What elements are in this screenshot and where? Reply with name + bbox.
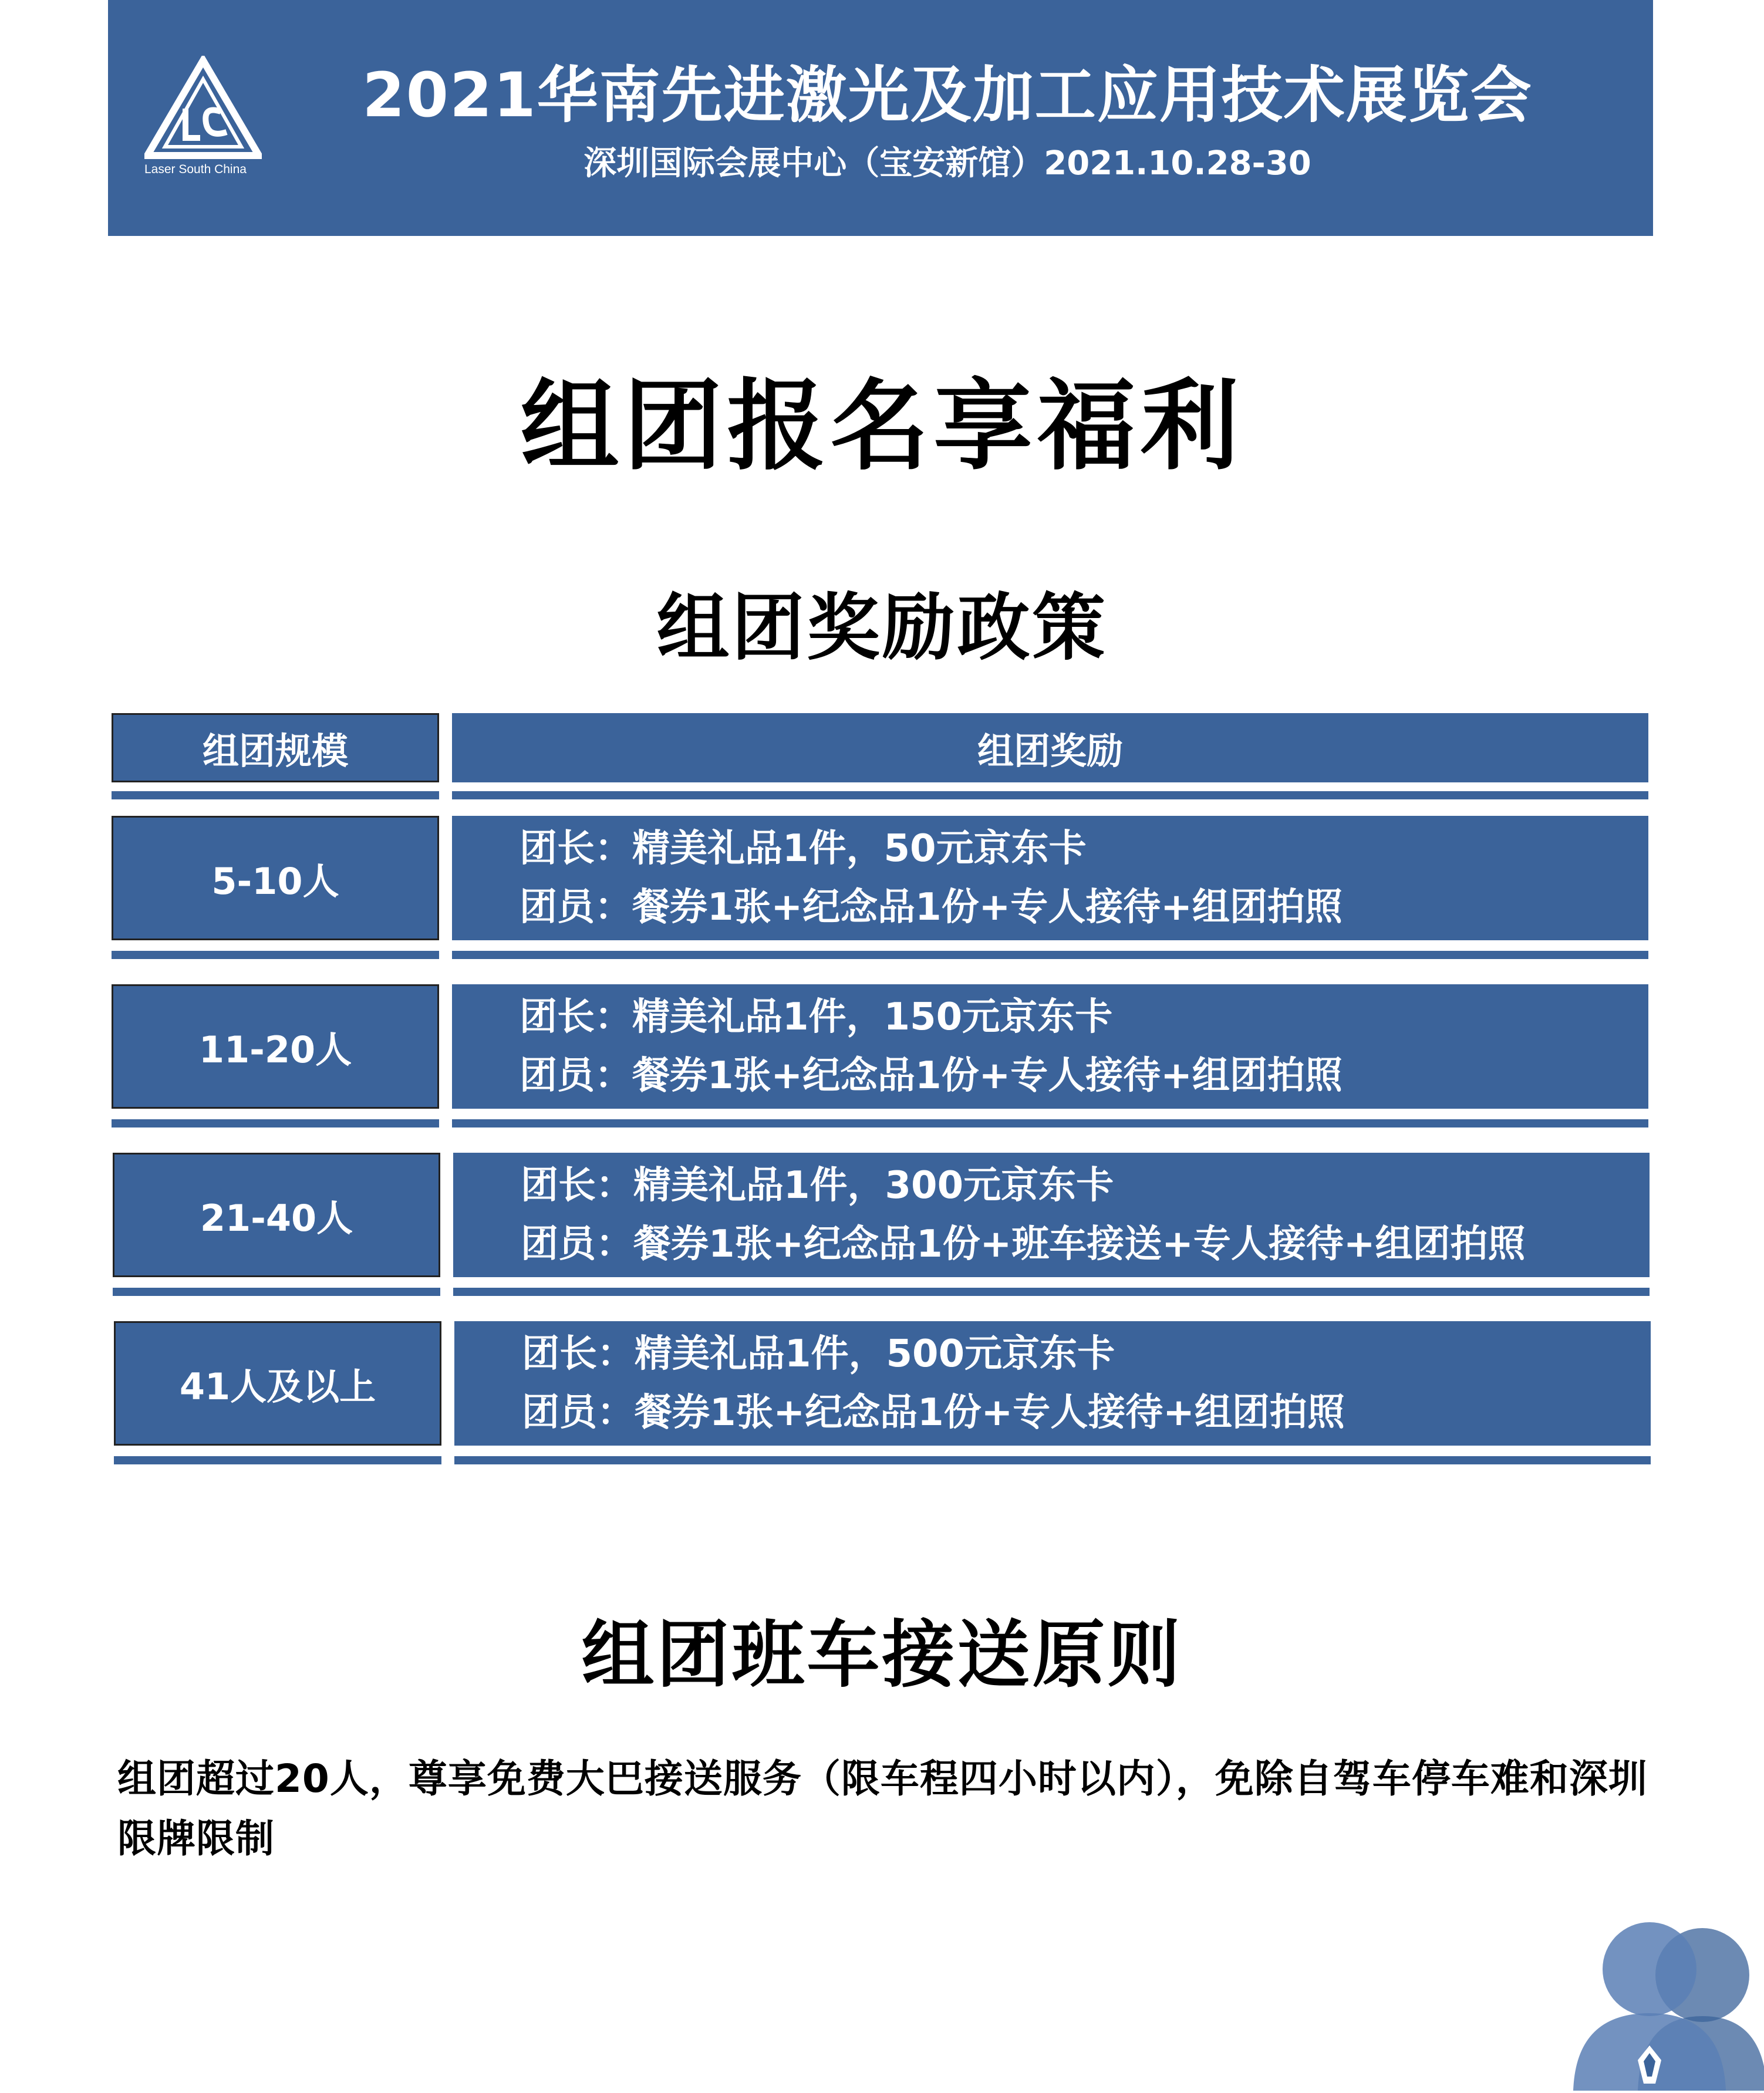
divider xyxy=(452,951,1648,959)
divider xyxy=(112,951,439,959)
table-row-scale xyxy=(112,816,439,940)
col-header-reward-label: 组团奖励 xyxy=(977,729,1123,772)
divider xyxy=(114,1456,441,1464)
people-icon xyxy=(1573,1919,1764,2093)
leader-reward: 团长：精美礼品1件，300元京东卡 xyxy=(521,1164,1114,1207)
divider xyxy=(452,791,1648,799)
leader-reward: 团长：精美礼品1件，500元京东卡 xyxy=(522,1332,1115,1376)
page-title: 组团报名享福利 xyxy=(520,369,1244,484)
divider xyxy=(452,1119,1648,1127)
scale-value: 5-10人 xyxy=(211,859,339,903)
table-row-scale xyxy=(112,984,439,1109)
policy-title: 组团奖励政策 xyxy=(656,586,1108,670)
member-reward: 团员：餐券1张+纪念品1份+专人接待+组团拍照 xyxy=(520,886,1343,929)
logo xyxy=(144,56,268,185)
table-row-scale xyxy=(114,1321,441,1446)
col-header-reward xyxy=(452,713,1648,782)
exhibition-venue-date: 深圳国际会展中心（宝安新馆）2021.10.28-30 xyxy=(583,144,1311,183)
col-header-scale-label: 组团规模 xyxy=(202,729,348,772)
lsc-triangle-logo-icon xyxy=(144,56,262,161)
logo-caption: Laser South China xyxy=(144,163,247,176)
exhibition-title: 2021华南先进激光及加工应用技术展览会 xyxy=(362,59,1533,131)
divider xyxy=(453,1288,1650,1296)
scale-value: 41人及以上 xyxy=(179,1365,376,1408)
shuttle-title: 组团班车接送原则 xyxy=(581,1613,1183,1697)
member-reward: 团员：餐券1张+纪念品1份+班车接送+专人接待+组团拍照 xyxy=(521,1223,1526,1266)
divider xyxy=(454,1456,1651,1464)
shuttle-description: 组团超过20人，尊享免费大巴接送服务（限车程四小时以内），免除自驾车停车难和深圳限牌限制 xyxy=(117,1756,1648,1861)
leader-reward: 团长：精美礼品1件，50元京东卡 xyxy=(520,827,1087,870)
table-row-reward xyxy=(452,984,1648,1109)
member-reward: 团员：餐券1张+纪念品1份+专人接待+组团拍照 xyxy=(520,1054,1343,1098)
divider xyxy=(113,1288,440,1296)
table-row-scale xyxy=(113,1153,440,1277)
leader-reward: 团长：精美礼品1件，150元京东卡 xyxy=(520,995,1113,1039)
member-reward: 团员：餐券1张+纪念品1份+专人接待+组团拍照 xyxy=(522,1391,1345,1434)
scale-value: 11-20人 xyxy=(198,1028,352,1071)
divider xyxy=(112,791,439,799)
col-header-scale xyxy=(112,713,439,782)
table-row-reward xyxy=(454,1321,1651,1446)
divider xyxy=(112,1119,439,1127)
table-row-reward xyxy=(452,816,1648,940)
header-banner xyxy=(108,0,1653,236)
scale-value: 21-40人 xyxy=(200,1196,353,1240)
table-row-reward xyxy=(453,1153,1650,1277)
